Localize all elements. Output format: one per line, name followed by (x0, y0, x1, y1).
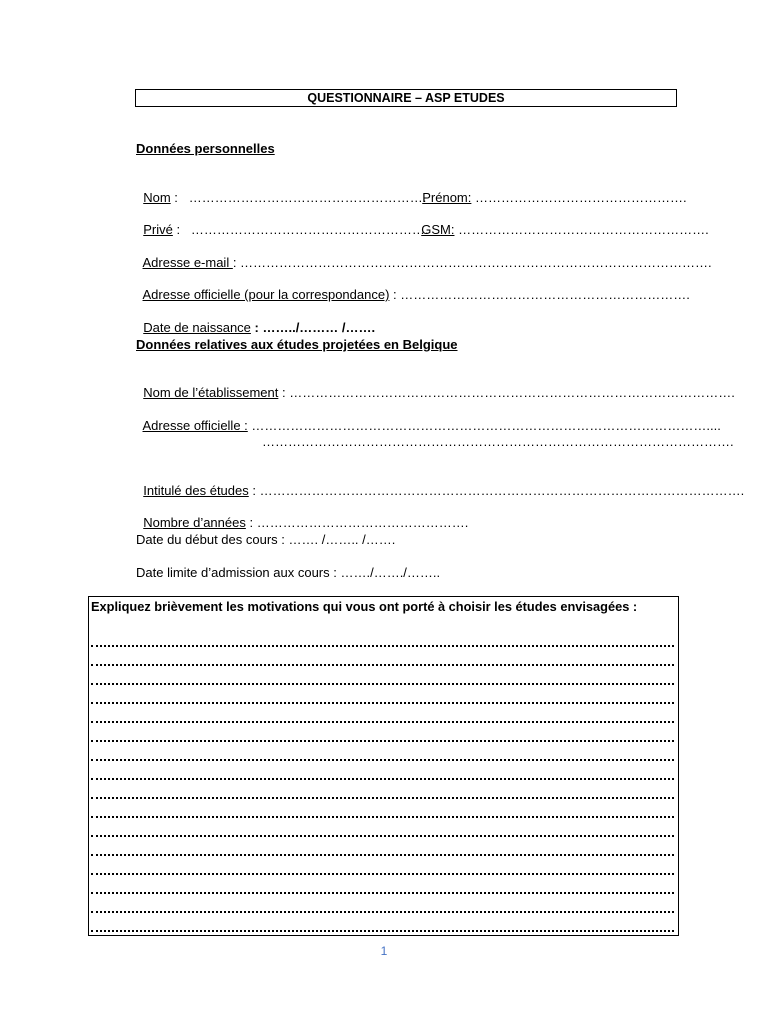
motivation-line[interactable] (91, 854, 674, 857)
years-field[interactable]: : …………………………………………. (245, 515, 469, 530)
school-label: Nom de l’établissement (143, 385, 279, 400)
prenom-label: Prénom: (422, 190, 472, 205)
prive-label: Privé (143, 222, 173, 237)
form-title: QUESTIONNAIRE – ASP ETUDES (135, 89, 677, 107)
study-title-label: Intitulé des études (143, 483, 249, 498)
prive-row (136, 206, 429, 238)
motivation-line[interactable] (91, 664, 674, 667)
prive-field[interactable]: : ………………………………………………. (172, 222, 429, 237)
motivation-line[interactable] (91, 645, 674, 648)
gsm-label: GSM: (421, 222, 455, 237)
years-label: Nombre d’années (143, 515, 246, 530)
motivation-line[interactable] (91, 740, 674, 743)
study-address-label: Adresse officielle : (142, 418, 248, 433)
page-number: 1 (380, 944, 388, 958)
motivation-line[interactable] (91, 930, 674, 933)
nom-label: Nom (143, 190, 171, 205)
school-field[interactable]: : …………………………………………………………………………………………. (278, 385, 735, 400)
study-address-field[interactable]: …………………………………………………………………………………………….... (247, 418, 721, 433)
official-address-field[interactable]: : …………………………………………………………. (389, 287, 690, 302)
motivation-line[interactable] (91, 721, 674, 724)
motivation-line[interactable] (91, 911, 674, 914)
email-row (136, 239, 712, 271)
motivation-line[interactable] (91, 797, 674, 800)
studies-heading: Données relatives aux études projetées en Belgique (136, 337, 458, 352)
study-address-field-2[interactable]: ………………………………………………………………………………………………. (262, 434, 734, 449)
deadline-row[interactable]: Date limite d’admission aux cours : ……./……./…….. (136, 565, 441, 580)
study-title-field[interactable]: : …………………………………………………………………………………………………. (248, 483, 745, 498)
motivation-line[interactable] (91, 702, 674, 705)
email-label: Adresse e-mail (142, 255, 233, 270)
motivation-line[interactable] (91, 683, 674, 686)
motivation-line[interactable] (91, 778, 674, 781)
gsm-row (414, 206, 709, 238)
dob-row (136, 304, 375, 336)
motivation-label: Expliquez brièvement les motivations qui vous ont porté à choisir les études envisagées : (91, 599, 638, 614)
motivation-line[interactable] (91, 873, 674, 876)
motivation-box[interactable] (88, 596, 679, 936)
official-address-label: Adresse officielle (pour la correspondance) (142, 287, 390, 302)
motivation-line[interactable] (91, 759, 674, 762)
nom-row (136, 174, 426, 206)
official-address-row (136, 271, 690, 303)
motivation-line[interactable] (91, 816, 674, 819)
nom-field[interactable]: : ………………………………………………. (170, 190, 427, 205)
study-address-row (136, 402, 721, 434)
motivation-line[interactable] (91, 835, 674, 838)
gsm-field[interactable]: …………………………………………………. (454, 222, 709, 237)
school-row (136, 369, 735, 401)
study-title-row (136, 467, 744, 499)
dob-label: Date de naissance (143, 320, 251, 335)
email-field[interactable]: : ………………………………………………………………………………………………. (232, 255, 712, 270)
start-date-row[interactable]: Date du début des cours : ……. /…….. /……. (136, 532, 396, 547)
dob-field[interactable]: : ……../……… /……. (250, 320, 376, 335)
years-row (136, 499, 468, 531)
prenom-row (415, 174, 687, 206)
motivation-line[interactable] (91, 892, 674, 895)
personal-data-heading: Données personnelles (136, 141, 275, 156)
prenom-field[interactable]: …………………………………………. (471, 190, 687, 205)
